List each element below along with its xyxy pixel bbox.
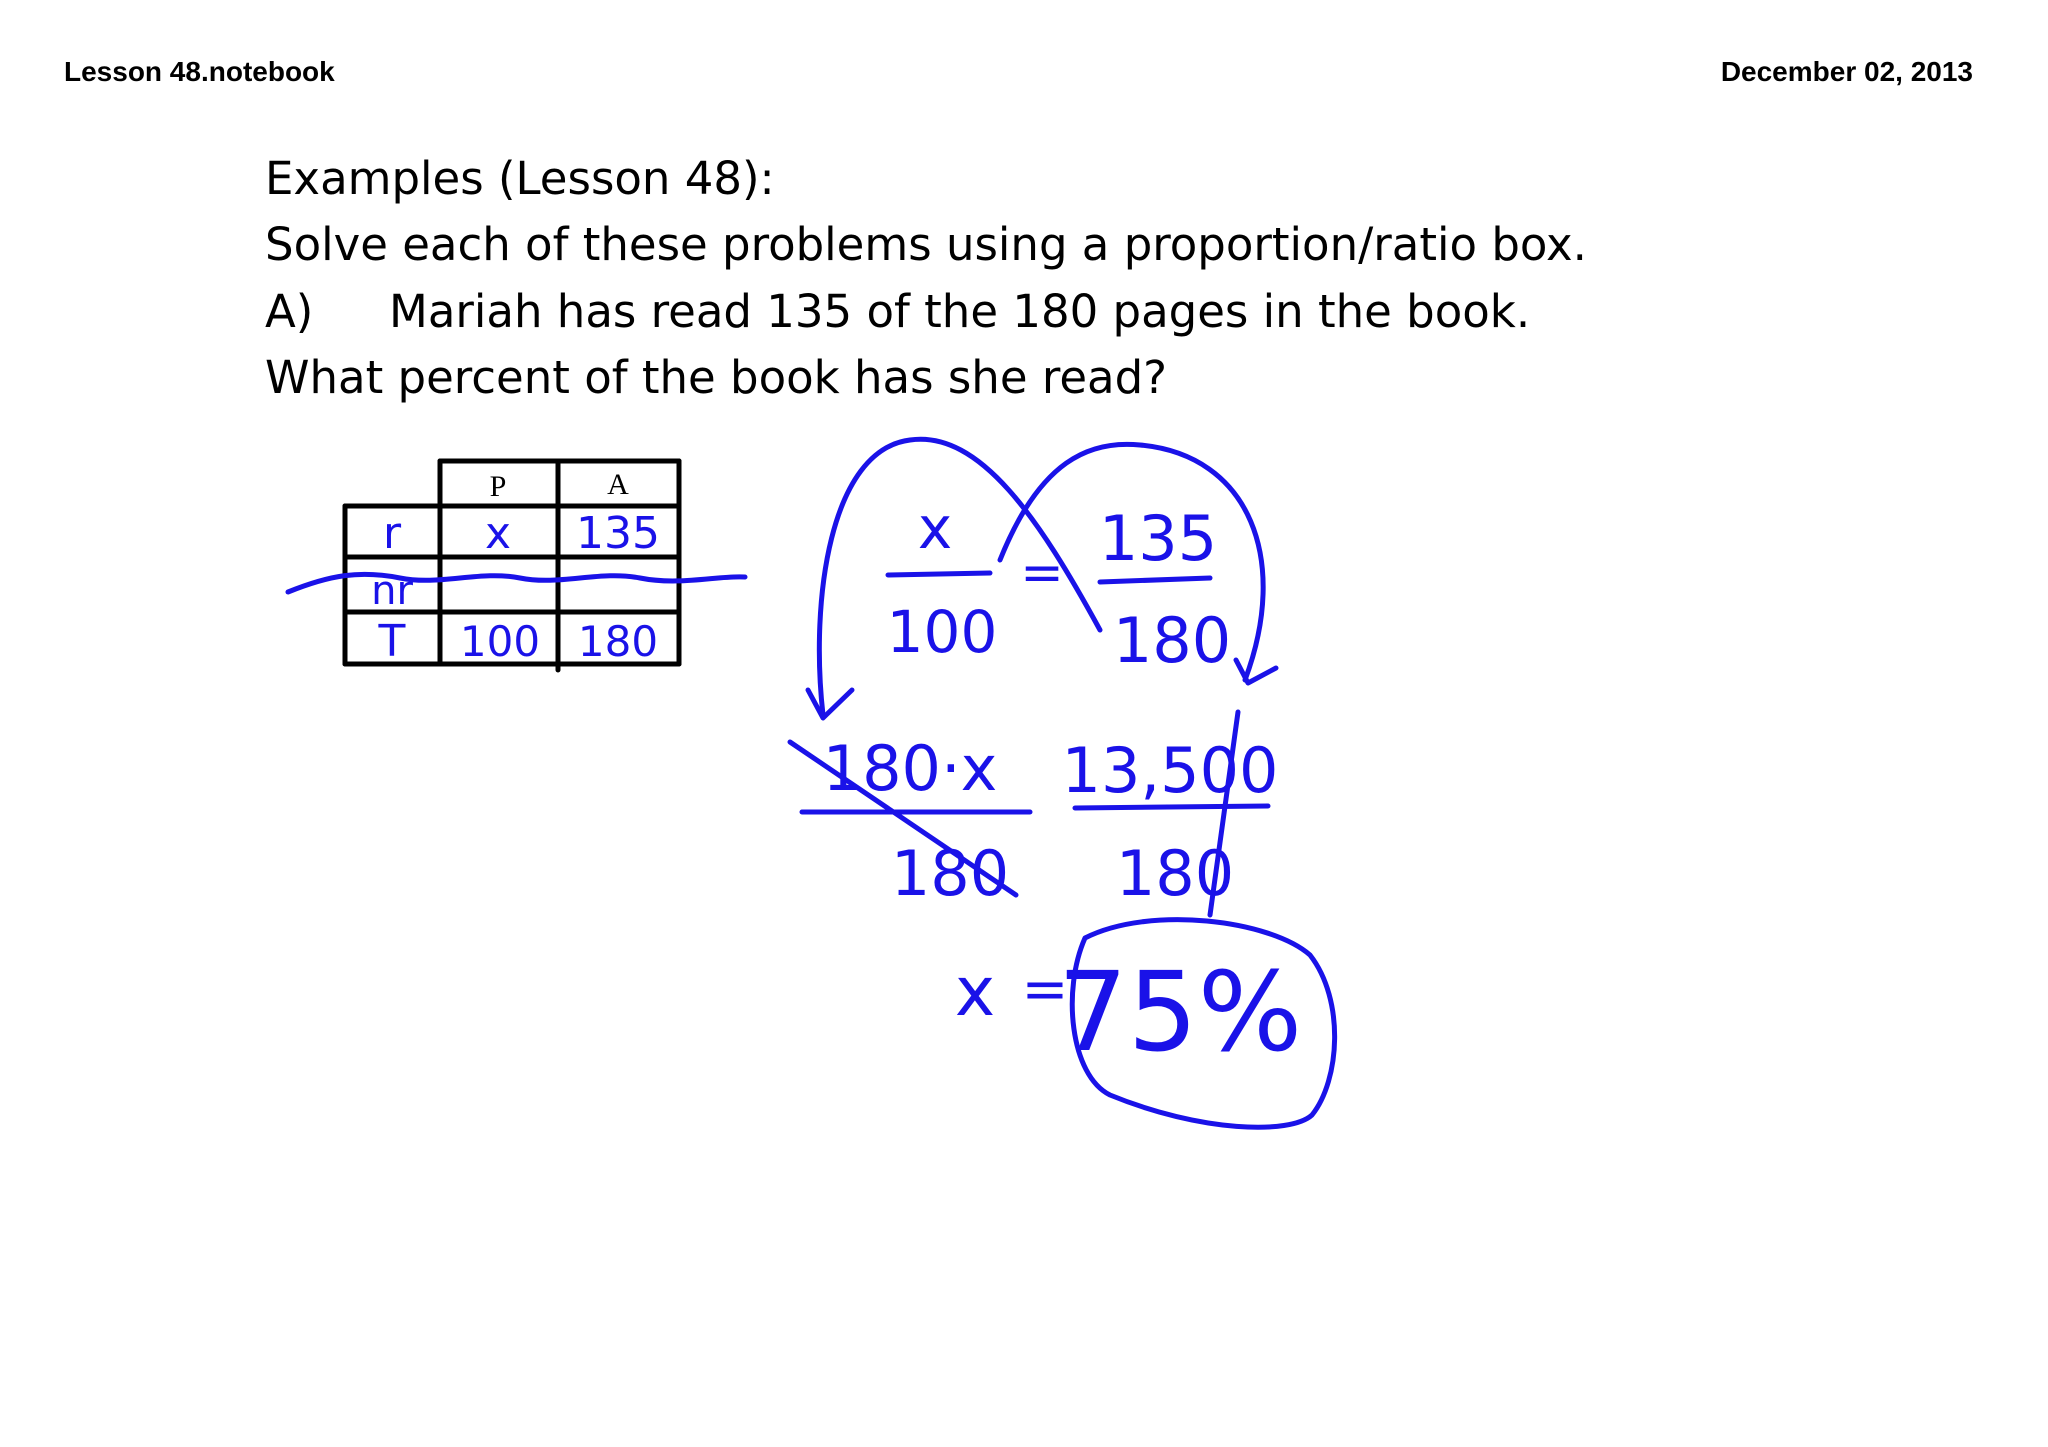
- frac-left-den: 100: [886, 598, 998, 666]
- ratio-box-entries: [371, 508, 660, 667]
- step2-left-den: 180: [890, 837, 1010, 910]
- cell-t-p: 100: [459, 617, 541, 666]
- problem-text: Mariah has read 135 of the 180 pages in the book.: [389, 285, 1531, 338]
- question-text: What percent of the book has she read?: [265, 351, 1168, 404]
- step2-right-den: 180: [1115, 837, 1235, 910]
- step2-right: 13,500: [1061, 734, 1279, 807]
- col-header-p: P: [489, 470, 507, 503]
- arrow-head-left: [808, 690, 852, 718]
- notebook-filename: Lesson 48.notebook: [64, 56, 335, 87]
- row-label-r: r: [382, 508, 402, 559]
- page-date: December 02, 2013: [1720, 56, 1973, 87]
- row-label-t: T: [378, 616, 406, 667]
- frac-left-num: x: [917, 494, 953, 562]
- answer-equals: =: [1021, 957, 1069, 1022]
- row-label-nr: nr: [371, 568, 413, 614]
- frac-right-num: 135: [1098, 502, 1218, 575]
- cell-r-p: x: [484, 508, 512, 559]
- frac-right-den: 180: [1112, 604, 1232, 677]
- nr-row-strike: [288, 574, 745, 592]
- proportion-equals: =: [1020, 543, 1064, 603]
- col-header-a: A: [607, 468, 629, 501]
- arrow-head-right: [1236, 660, 1276, 683]
- problem-label: A): [265, 285, 314, 338]
- cell-r-a: 135: [576, 508, 660, 559]
- answer-value: 75%: [1057, 948, 1303, 1076]
- step2-left: 180·x: [822, 732, 998, 805]
- answer-variable: x: [954, 953, 996, 1032]
- cell-t-a: 180: [577, 617, 659, 666]
- examples-title: Examples (Lesson 48):: [265, 152, 775, 205]
- instruction-text: Solve each of these problems using a proportion/ratio box.: [265, 218, 1587, 271]
